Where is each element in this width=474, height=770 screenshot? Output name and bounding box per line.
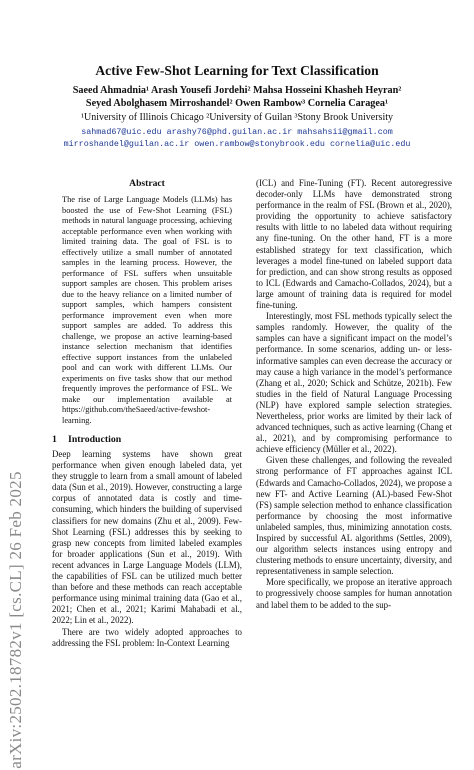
right-paragraph-3: Given these challenges, and following the revealed strong performance of FT approaches against ICL (Edwards and Camacho-Collados, 2024), we propose a new FT- and Active Learning (AL)-based Few-Shot (FS) sample selection method to enhance classification performance by choosing the most informative unlabeled samples, thus, minimizing annotation costs. Inspired by successful AL algorithms (Settles, 2009), our algorithm selects instances using entropy and clustering methods to ensure uncertainty, diversity, and representativeness in sample selection. xyxy=(256,455,452,577)
affiliations: ¹University of Illinois Chicago ²University of Guilan ³Stony Brook University xyxy=(80,112,394,123)
author-list xyxy=(0,85,474,110)
email-line-1[interactable]: sahmad67@uic.edu arashy76@phd.guilan.ac.ir mahsahsii@gmail.com xyxy=(81,127,393,137)
email-list xyxy=(0,127,474,150)
arxiv-sidebar xyxy=(6,190,32,769)
arxiv-identifier: arXiv:2502.18782v1 [cs.CL] 26 Feb 2025 xyxy=(6,471,25,769)
author-line-2: Seyed Abolghasem Mirroshandel² Owen Rambow³ Cornelia Caragea¹ xyxy=(85,97,389,109)
intro-paragraph-2: There are two widely adopted approaches to addressing the FSL problem: In-Context Learning xyxy=(52,626,242,648)
right-column xyxy=(256,178,452,611)
right-paragraph-2: Interestingly, most FSL methods typically select the samples randomly. However, the quality of the samples can have a significant impact on the model’s performance. In some scenarios, adding un- or less-informative samples can even decrease the accuracy or may cause a high variance in the model’s performance (Zhang et al., 2020; Schick and Schütze, 2021b). Few studies in the field of Natural Language Processing (NLP) have explored sample selection strategies. Nevertheless, prior works are limited by their lack of advanced techniques, such as active learning (Chang et al., 2021), and by compromising performance to achieve efficiency (Müller et al., 2022). xyxy=(256,311,452,455)
intro-paragraph-1: Deep learning systems have shown great performance when given enough labeled data, yet they struggle to learn from a small amount of labeled data (Sun et al., 2019). However, constructing a large corpus of annotated data is costly and time-consuming, which hinders the building of supervised classifiers for new domains (Zhu et al., 2009). Few-Shot Learning (FSL) addresses this by seeking to grasp new concepts from limited labeled examples for broader applications (Sun et al., 2019). With recent advances in Large Language Models (LLM), the capabilities of FSL can be utilized much better than before and these methods can reach acceptable performance using minimal training data (Gao et al., 2021; Chen et al., 2021; Karimi Mahabadi et al., 2022; Lin et al., 2022). xyxy=(52,449,242,626)
paper-title: Active Few-Shot Learning for Text Classification xyxy=(95,63,379,78)
right-paragraph-1: (ICL) and Fine-Tuning (FT). Recent autoregressive decoder-only LLMs have demonstrated strong performance in the realm of FSL (Brown et al., 2020), providing the opportunity to achieve satisfactory results with little to no labeled data without requiring any fine-tuning. On the other hand, FT is a more established strategy for text classification, which leverages a model fine-tuned on labeled support data for prediction, and can show strong results as opposed to ICL (Edwards and Camacho-Collados, 2024), but a large amount of training data is required for model fine-tuning. xyxy=(256,178,452,311)
section-title: Introduction xyxy=(68,434,122,445)
left-column xyxy=(52,178,242,649)
right-paragraph-4: More specifically, we propose an iterative approach to progressively choose samples for human annotation and label them to be added to the sup- xyxy=(256,577,452,610)
email-line-2[interactable]: mirroshandel@guilan.ac.ir owen.rambow@stonybrook.edu cornelia@uic.edu xyxy=(63,138,411,149)
abstract-heading: Abstract xyxy=(129,178,165,189)
abstract-text: The rise of Large Language Models (LLMs) has boosted the use of Few-Shot Learning (FSL) methods in natural language processing, achieving acceptable performance even when working with limited training data. The goal of FSL is to effectively utilize a small number of annotated samples in the learning process. However, the performance of FSL suffers when unsuitable support samples are chosen. This problem arises due to the heavy reliance on a limited number of support samples, which hampers consistent performance improvement even when more support samples are added. To address this challenge, we propose an active learning-based instance selection mechanism that identifies effective support instances from the unlabeled pool and can work with different LLMs. Our experiments on five tasks show that our method frequently improves the performance of FSL. We make our implementation available at https://github.com/theSaeed/active-fewshot-learning. xyxy=(62,195,232,425)
section-number: 1 xyxy=(52,434,57,445)
section-heading-introduction xyxy=(52,434,242,445)
author-line-1: Saeed Ahmadnia¹ Arash Yousefi Jordehi² Mahsa Hosseini Khasheh Heyran² xyxy=(72,85,402,96)
